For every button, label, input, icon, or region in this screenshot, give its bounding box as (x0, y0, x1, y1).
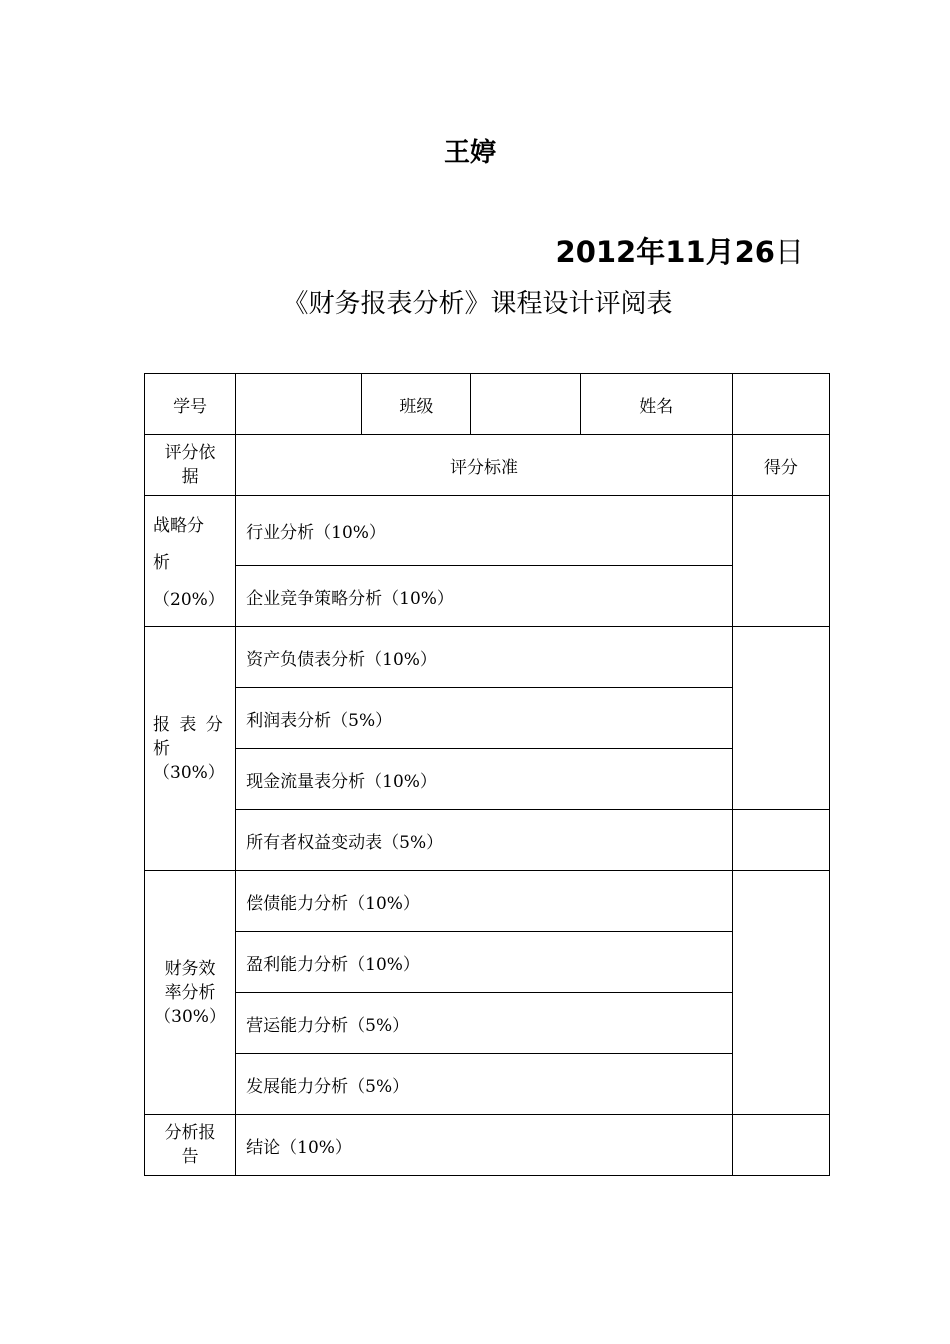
category-strategy-line3: （20%） (153, 590, 225, 610)
evaluation-table (144, 373, 830, 1176)
criterion-item: 发展能力分析（5%） (236, 1054, 733, 1115)
criterion-item: 资产负债表分析（10%） (236, 627, 733, 688)
category-statements-line1: 报 表 分 (153, 714, 223, 735)
basis-header: 评分依据 (145, 435, 236, 496)
category-strategy (145, 496, 236, 627)
criterion-item: 结论（10%） (236, 1115, 733, 1176)
criterion-item: 所有者权益变动表（5%） (236, 810, 733, 871)
score-cell-strategy[interactable] (732, 496, 829, 627)
criterion-item: 行业分析（10%） (236, 496, 733, 566)
document-title: 《财务报表分析》课程设计评阅表 (282, 289, 673, 319)
date-day: 26 (734, 235, 775, 269)
category-statements-line2: 析 (153, 738, 170, 759)
category-report (145, 1115, 236, 1176)
date-year: 2012 (555, 235, 637, 269)
score-cell-report[interactable] (732, 1115, 829, 1176)
category-efficiency-line1: 财务效 (164, 958, 216, 979)
score-cell-efficiency[interactable] (732, 871, 829, 1115)
name-label: 姓名 (580, 374, 732, 435)
criterion-item: 企业竞争策略分析（10%） (236, 566, 733, 627)
date-year-char: 年 (636, 235, 666, 269)
class-label: 班级 (362, 374, 471, 435)
document-date (556, 230, 804, 271)
criterion-item: 盈利能力分析（10%） (236, 932, 733, 993)
author-name: 王婷 (443, 138, 496, 168)
score-cell-statements[interactable] (732, 627, 829, 810)
category-statements-line3: （30%） (153, 762, 225, 783)
category-strategy-line2: 析 (153, 553, 170, 573)
name-field[interactable] (732, 374, 829, 435)
class-field[interactable] (471, 374, 580, 435)
score-cell-equity[interactable] (732, 810, 829, 871)
score-header: 得分 (732, 435, 829, 496)
category-strategy-line1: 战略分 (153, 516, 204, 536)
category-efficiency-line2: 率分析 (164, 982, 216, 1003)
date-day-char: 日 (774, 235, 804, 269)
category-report-line2: 告 (181, 1147, 199, 1167)
category-statements (145, 627, 236, 871)
student-id-field[interactable] (236, 374, 362, 435)
student-id-label: 学号 (145, 374, 236, 435)
category-efficiency-line3: （30%） (154, 1006, 226, 1027)
date-month-char: 月 (705, 235, 735, 269)
category-efficiency (145, 871, 236, 1115)
criterion-item: 偿债能力分析（10%） (236, 871, 733, 932)
criteria-header: 评分标准 (236, 435, 733, 496)
criterion-item: 利润表分析（5%） (236, 688, 733, 749)
criterion-item: 现金流量表分析（10%） (236, 749, 733, 810)
date-month: 11 (665, 235, 706, 269)
category-report-line1: 分析报 (164, 1123, 216, 1143)
criterion-item: 营运能力分析（5%） (236, 993, 733, 1054)
